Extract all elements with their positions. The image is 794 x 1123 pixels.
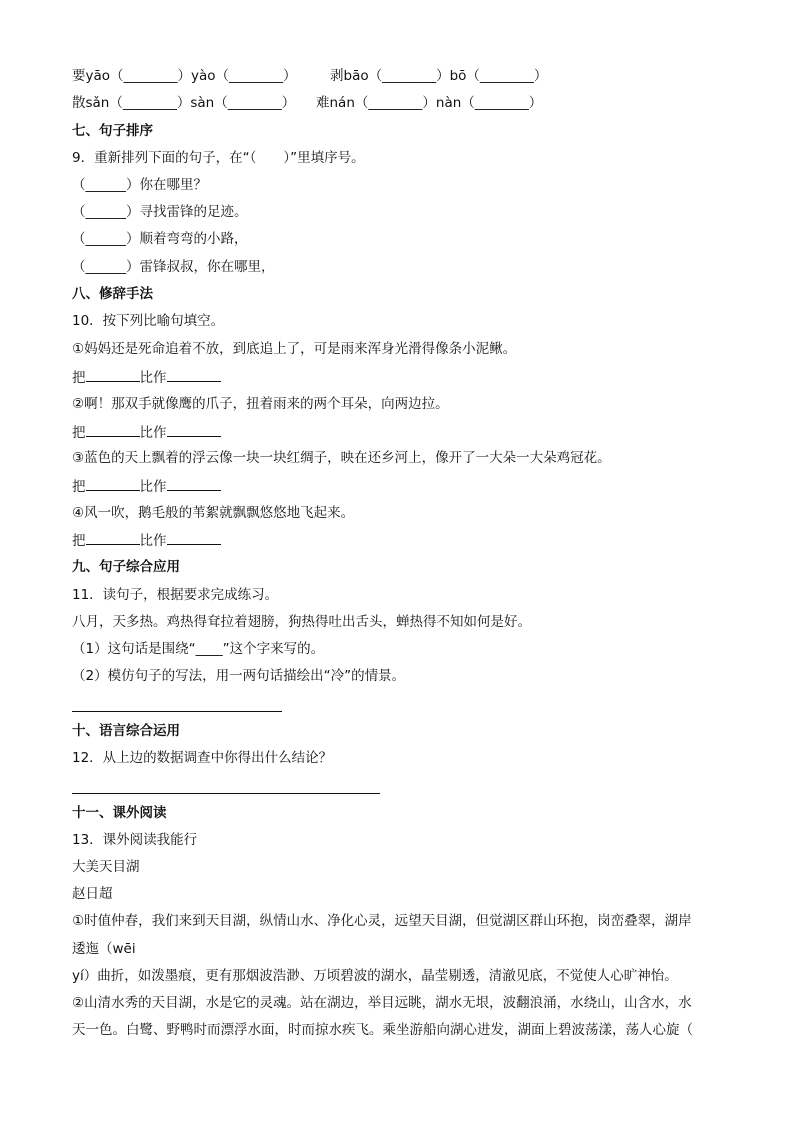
simile-fill-2: [72, 422, 221, 443]
simile-fill-4: [72, 530, 221, 551]
order-item-2: （______）寻找雷锋的足迹。: [72, 204, 248, 220]
simile-sentence-2: ②啊！那双手就像鹰的爪子，扭着雨来的两个耳朵，向两边拉。: [72, 396, 449, 412]
answer-blank[interactable]: [86, 530, 140, 545]
bizuo-label: 比作: [139, 370, 167, 386]
ba-label: 把: [72, 479, 86, 495]
question-12: 12．从上边的数据调查中你得出什么结论？: [72, 750, 333, 766]
order-item-3: （______）顺着弯弯的小路，: [72, 231, 248, 247]
question-11: 11．读句子，根据要求完成练习。: [72, 587, 279, 603]
article-line-3: yí）曲折，如泼墨痕，更有那烟波浩渺、万顷碧波的湖水，晶莹剔透，清澈见底，不觉使人心旷神怡。: [72, 968, 678, 984]
question-10: 10．按下列比喻句填空。: [72, 313, 225, 329]
answer-line[interactable]: [72, 711, 282, 712]
simile-fill-3: [72, 476, 221, 497]
pinyin-item-san: 散sǎn（________）sàn（________）: [72, 95, 296, 111]
bizuo-label: 比作: [139, 479, 167, 495]
question-9: 9．重新排列下面的句子，在“（ ）”里填序号。: [72, 150, 365, 166]
ba-label: 把: [72, 425, 86, 441]
bizuo-label: 比作: [139, 425, 167, 441]
simile-sentence-3: ③蓝色的天上飘着的浮云像一块一块红绸子，映在还乡河上，像开了一大朵一大朵鸡冠花。: [72, 450, 611, 466]
section-11-heading: 十一、课外阅读: [72, 805, 167, 821]
answer-blank[interactable]: [167, 367, 221, 382]
sub-question-1: （1）这句话是围绕“____”这个字来写的。: [72, 641, 325, 657]
answer-line[interactable]: [72, 793, 380, 794]
pinyin-item-yao: 要yāo（________）yào（________）: [72, 68, 297, 84]
answer-blank[interactable]: [167, 530, 221, 545]
article-line-1: ①时值仲春，我们来到天目湖，纵情山水、净化心灵，远望天目湖，但觉湖区群山环抱，岗峦叠翠，湖岸: [72, 913, 692, 929]
article-author: 赵日超: [72, 886, 113, 902]
section-7-heading: 七、句子排序: [72, 123, 153, 139]
article-line-5: 天一色。白鹭、野鸭时而漂浮水面，时而掠水疾飞。乘坐游船向湖心进发，湖面上碧波荡漾，荡人心旋（: [72, 1022, 693, 1038]
simile-fill-1: [72, 367, 221, 388]
question-13: 13．课外阅读我能行: [72, 832, 198, 848]
simile-sentence-4: ④风一吹，鹅毛般的苇絮就飘飘悠悠地飞起来。: [72, 505, 355, 521]
article-line-2: 逶迤（wēi: [72, 941, 136, 957]
sub-question-2: （2）模仿句子的写法，用一两句话描绘出“冷”的情景。: [72, 668, 406, 684]
answer-blank[interactable]: [86, 422, 140, 437]
section-9-heading: 九、句子综合应用: [72, 559, 180, 575]
pinyin-item-nan: 难nán（________）nàn（________）: [316, 95, 543, 111]
simile-sentence-1: ①妈妈还是死命追着不放，到底追上了，可是雨来浑身光滑得像条小泥鳅。: [72, 341, 517, 357]
answer-blank[interactable]: [167, 422, 221, 437]
section-10-heading: 十、语言综合运用: [72, 723, 180, 739]
passage-text: 八月，天多热。鸡热得耷拉着翅膀，狗热得吐出舌头，蝉热得不知如何是好。: [72, 614, 531, 630]
bizuo-label: 比作: [139, 533, 167, 549]
section-8-heading: 八、修辞手法: [72, 286, 153, 302]
article-title: 大美天目湖: [72, 859, 140, 875]
answer-blank[interactable]: [86, 476, 140, 491]
answer-blank[interactable]: [86, 367, 140, 382]
answer-blank[interactable]: [167, 476, 221, 491]
article-line-4: ②山清水秀的天目湖，水是它的灵魂。站在湖边，举目远眺，湖水无垠，波翻浪涌，水绕山，山含水，水: [72, 995, 692, 1011]
ba-label: 把: [72, 533, 86, 549]
pinyin-item-bao: 剥bāo（________）bō（________）: [330, 68, 548, 84]
ba-label: 把: [72, 370, 86, 386]
order-item-1: （______）你在哪里？: [72, 177, 207, 193]
order-item-4: （______）雷锋叔叔，你在哪里，: [72, 259, 275, 275]
